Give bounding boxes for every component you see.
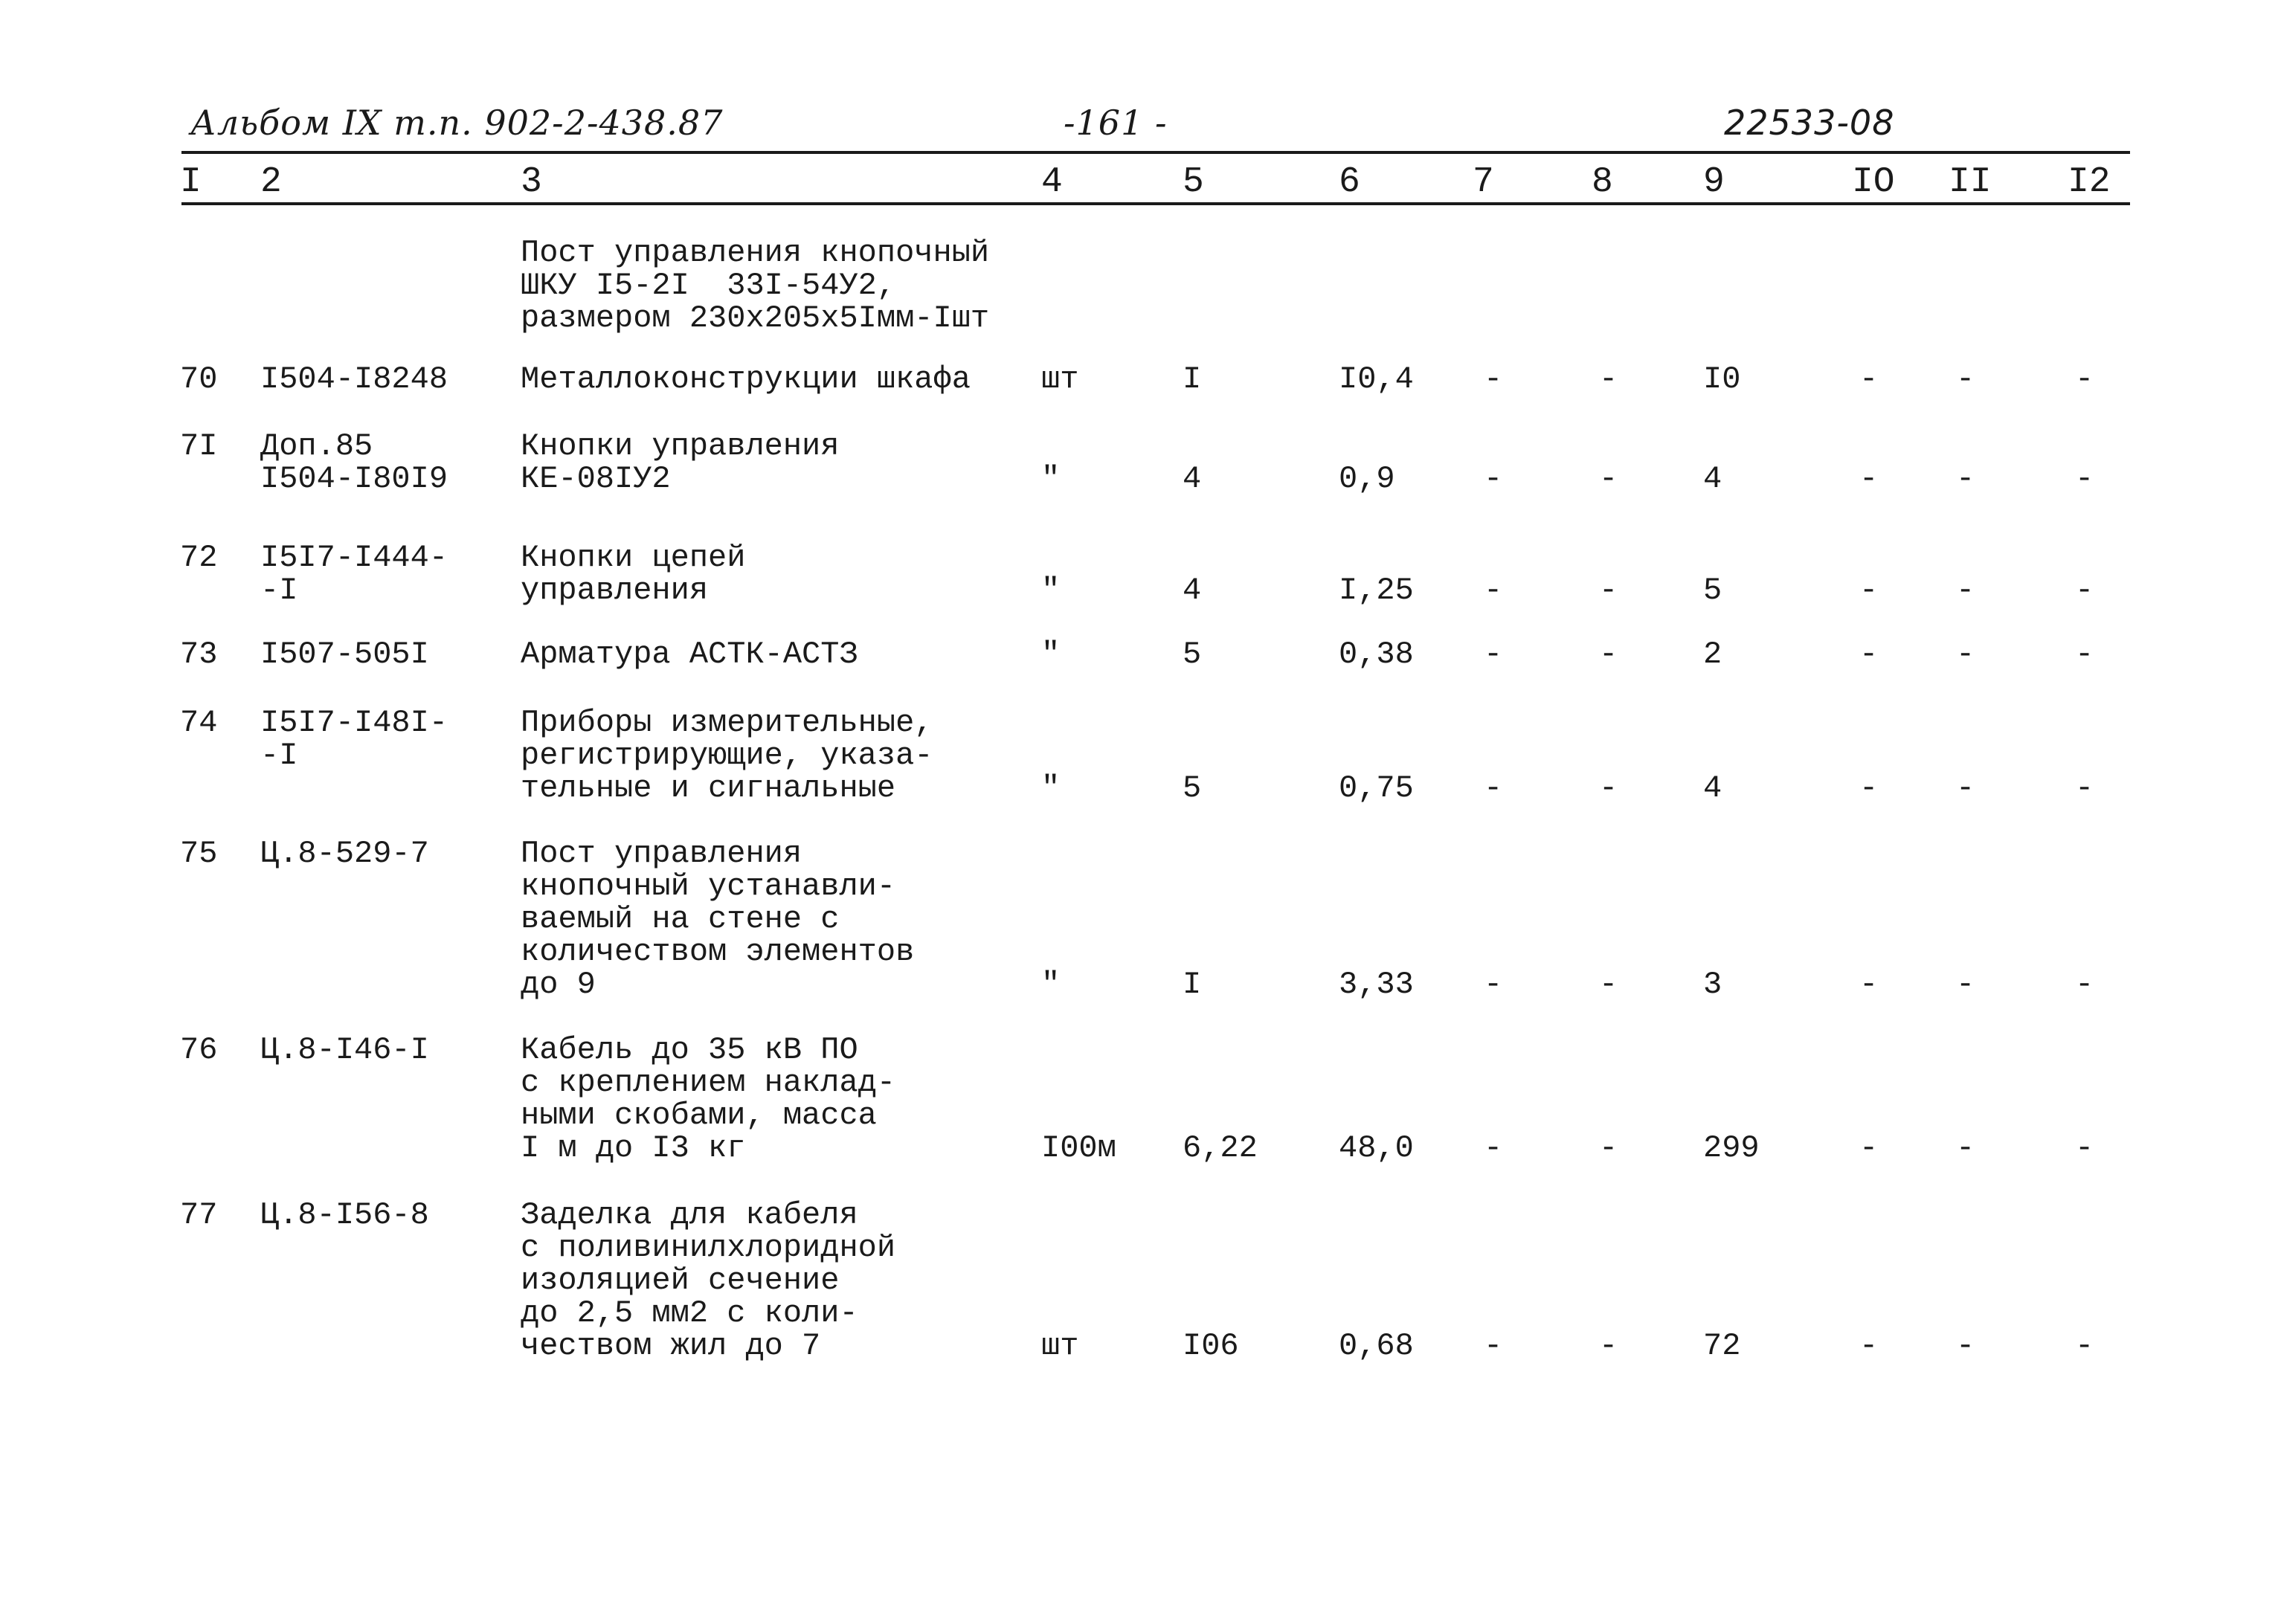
cell-unit: " (1041, 770, 1061, 806)
cell-c12: - (2075, 1328, 2094, 1364)
album-reference: Альбом IX т.п. 902-2-438.87 (190, 103, 724, 143)
cell-unit: шт (1041, 361, 1079, 397)
cell-c6: 0,75 (1339, 770, 1414, 806)
cell-c11: - (1956, 770, 1975, 806)
cell-n: 77 (180, 1197, 218, 1233)
cell-code: I504-I8248 (260, 361, 448, 397)
intro-note: Пост управления кнопочный ШКУ I5-2I 33I-54У2, размером 230х205х5Iмм-Iшт (521, 235, 990, 336)
cell-c7: - (1484, 1130, 1503, 1166)
cell-c9: 3 (1703, 967, 1722, 1002)
cell-c7: - (1484, 461, 1503, 497)
column-number: 6 (1339, 162, 1360, 202)
cell-c10: - (1859, 461, 1879, 497)
cell-c7: - (1484, 361, 1503, 397)
cell-c9: 4 (1703, 461, 1722, 497)
cell-c7: - (1484, 770, 1503, 806)
cell-unit: " (1041, 967, 1061, 1002)
cell-n: 7I (180, 428, 218, 464)
cell-c12: - (2075, 1130, 2094, 1166)
cell-code: Ц.8-529-7 (260, 836, 429, 871)
cell-unit: I00м (1041, 1130, 1116, 1166)
page-number: -161 - (1064, 103, 1168, 143)
cell-c8: - (1599, 770, 1618, 806)
cell-c10: - (1859, 361, 1879, 397)
cell-c6: 0,38 (1339, 637, 1414, 672)
cell-name: Арматура АСТК-АСТЗ (521, 637, 858, 672)
cell-c12: - (2075, 361, 2094, 397)
cell-c12: - (2075, 637, 2094, 672)
cell-c10: - (1859, 770, 1879, 806)
cell-c8: - (1599, 361, 1618, 397)
cell-n: 73 (180, 637, 218, 672)
cell-code: I507-505I (260, 637, 429, 672)
cell-c11: - (1956, 573, 1975, 608)
cell-c9: 2 (1703, 637, 1722, 672)
cell-qty: I (1183, 967, 1202, 1002)
cell-c11: - (1956, 967, 1975, 1002)
cell-c8: - (1599, 461, 1618, 497)
cell-c7: - (1484, 967, 1503, 1002)
header-rule-top (181, 151, 2130, 154)
cell-c7: - (1484, 573, 1503, 608)
cell-c6: 0,9 (1339, 461, 1395, 497)
cell-c12: - (2075, 461, 2094, 497)
cell-qty: 4 (1183, 461, 1202, 497)
document-code: 22533-08 (1724, 103, 1895, 143)
cell-name: Кнопки цепей управления (521, 540, 746, 608)
cell-unit: " (1041, 461, 1061, 497)
column-number: 5 (1183, 162, 1204, 202)
cell-qty: 5 (1183, 637, 1202, 672)
column-number: I2 (2068, 162, 2111, 202)
cell-c10: - (1859, 967, 1879, 1002)
column-number: 7 (1473, 162, 1494, 202)
cell-c12: - (2075, 770, 2094, 806)
cell-c11: - (1956, 361, 1975, 397)
cell-n: 70 (180, 361, 218, 397)
column-number: 4 (1041, 162, 1063, 202)
cell-c9: I0 (1703, 361, 1741, 397)
cell-c11: - (1956, 1130, 1975, 1166)
column-number: II (1949, 162, 1992, 202)
cell-qty: 5 (1183, 770, 1202, 806)
cell-c6: 0,68 (1339, 1328, 1414, 1364)
cell-c10: - (1859, 637, 1879, 672)
cell-name: Приборы измерительные, регистрирующие, указа- тельные и сигнальные (521, 705, 933, 806)
cell-unit: " (1041, 637, 1061, 672)
cell-name: Кнопки управления КЕ-08IУ2 (521, 428, 840, 497)
cell-code: Ц.8-I46-I (260, 1032, 429, 1068)
column-number: 3 (521, 162, 542, 202)
cell-c8: - (1599, 1130, 1618, 1166)
cell-name: Заделка для кабеля с поливинилхлоридной изоляцией сечение до 2,5 мм2 с коли- чеством жил до 7 (521, 1197, 896, 1364)
cell-c10: - (1859, 1328, 1879, 1364)
cell-c8: - (1599, 637, 1618, 672)
cell-c10: - (1859, 1130, 1879, 1166)
column-number: 2 (260, 162, 282, 202)
cell-code: I5I7-I444- -I (260, 540, 448, 608)
cell-c10: - (1859, 573, 1879, 608)
cell-c9: 72 (1703, 1328, 1741, 1364)
cell-qty: 4 (1183, 573, 1202, 608)
column-number: 9 (1703, 162, 1725, 202)
cell-c8: - (1599, 1328, 1618, 1364)
cell-c9: 4 (1703, 770, 1722, 806)
cell-c6: 48,0 (1339, 1130, 1414, 1166)
column-number: IO (1852, 162, 1895, 202)
column-number: I (180, 162, 202, 202)
cell-c8: - (1599, 573, 1618, 608)
cell-code: I5I7-I48I- -I (260, 705, 448, 773)
cell-qty: I06 (1183, 1328, 1239, 1364)
cell-n: 74 (180, 705, 218, 741)
header-rule-bottom (181, 202, 2130, 205)
cell-c11: - (1956, 1328, 1975, 1364)
cell-c8: - (1599, 967, 1618, 1002)
cell-c11: - (1956, 637, 1975, 672)
cell-c6: 3,33 (1339, 967, 1414, 1002)
cell-c11: - (1956, 461, 1975, 497)
cell-c9: 5 (1703, 573, 1722, 608)
cell-unit: " (1041, 573, 1061, 608)
cell-c6: I,25 (1339, 573, 1414, 608)
cell-c7: - (1484, 637, 1503, 672)
column-number: 8 (1592, 162, 1613, 202)
cell-name: Пост управления кнопочный устанавли- ваемый на стене с количеством элементов до 9 (521, 836, 915, 1002)
cell-n: 72 (180, 540, 218, 576)
cell-qty: I (1183, 361, 1202, 397)
cell-unit: шт (1041, 1328, 1079, 1364)
cell-c7: - (1484, 1328, 1503, 1364)
cell-c6: I0,4 (1339, 361, 1414, 397)
cell-name: Кабель до 35 кВ ПО с креплением наклад- ными скобами, масса I м до I3 кг (521, 1032, 896, 1166)
cell-n: 76 (180, 1032, 218, 1068)
cell-qty: 6,22 (1183, 1130, 1258, 1166)
cell-c9: 299 (1703, 1130, 1760, 1166)
cell-name: Металлоконструкции шкафа (521, 361, 971, 397)
cell-n: 75 (180, 836, 218, 871)
cell-c12: - (2075, 967, 2094, 1002)
cell-c12: - (2075, 573, 2094, 608)
cell-code: Доп.85 I504-I80I9 (260, 428, 448, 497)
cell-code: Ц.8-I56-8 (260, 1197, 429, 1233)
